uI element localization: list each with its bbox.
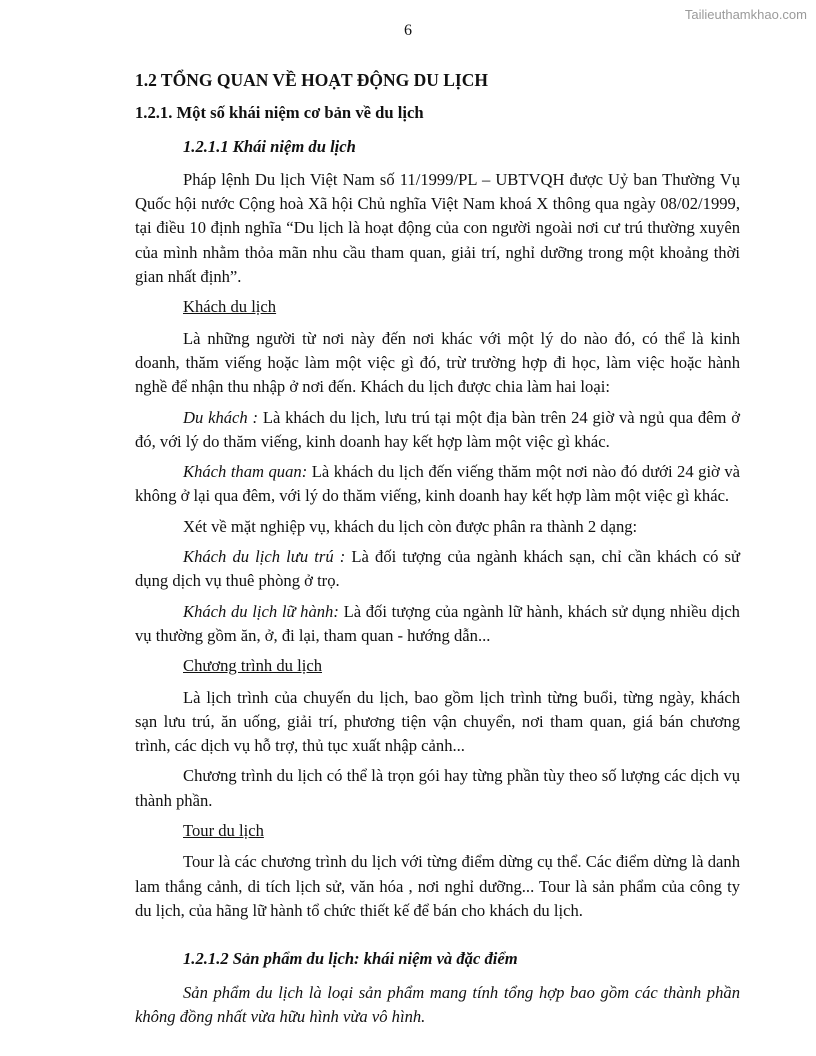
section-heading-1-2-1: 1.2.1. Một số khái niệm cơ bản về du lịch [135, 103, 424, 123]
paragraph-chuong-trinh-2: Chương trình du lịch có thể là trọn gói hay từng phần tùy theo số lượng các dịch vụ thành phần. [135, 766, 740, 810]
document-body [135, 68, 740, 1035]
section-heading-1-2: 1.2 TỔNG QUAN VỀ HOẠT ĐỘNG DU LỊCH [135, 70, 488, 90]
paragraph-chuong-trinh-1: Là lịch trình của chuyến du lịch, bao gồm lịch trình từng buổi, từng ngày, khách sạn lưu trú, ăn uống, giải trí, phương tiện vận chuyển, nơi tham quan, giá bán chương trình, các dịch vụ hỗ trợ, thủ tục xuất nhập cảnh... [135, 687, 740, 756]
paragraph-khach-du-lich: Là những người từ nơi này đến nơi khác với một lý do nào đó, có thể là kinh doanh, thăm viếng hoặc làm một việc gì đó, trừ trường hợp đi học, làm việc hoặc hành nghề để nhận thu nhập ở nơi đến. Khách du lịch được chia làm hai loại: [135, 328, 740, 397]
term-tour-du-lich: Tour du lịch [183, 821, 264, 841]
lead-du-khach: Du khách : [183, 407, 259, 427]
paragraph-nghiep-vu: Xét về mặt nghiệp vụ, khách du lịch còn được phân ra thành 2 dạng: [183, 516, 638, 536]
lead-khach-luu-tru: Khách du lịch lưu trú : [183, 547, 346, 567]
lead-khach-tham-quan: Khách tham quan: [183, 462, 308, 482]
term-khach-du-lich: Khách du lịch [183, 297, 277, 317]
section-heading-1-2-1-1: 1.2.1.1 Khái niệm du lịch [183, 136, 356, 156]
paragraph-khach-lu-hanh [135, 600, 740, 649]
paragraph-khach-luu-tru [135, 545, 740, 594]
paragraph-san-pham: Sản phẩm du lịch là loại sản phẩm mang tính tổng hợp bao gồm các thành phần không đồng nhất vừa hữu hình vừa vô hình. [135, 982, 740, 1026]
watermark: Tailieuthamkhao.com [684, 7, 807, 22]
term-chuong-trinh-du-lich: Chương trình du lịch [183, 656, 322, 676]
text-khach-tham-quan: Là khách du lịch đến viếng thăm một nơi nào đó dưới 24 giờ và không ở lại qua đêm, với lý do thăm viếng, kinh doanh hay kết hợp làm một việc gì khác. [135, 462, 740, 506]
paragraph-khach-tham-quan [135, 460, 740, 509]
page-number: 6 [404, 22, 412, 39]
section-heading-1-2-1-2: 1.2.1.2 Sản phẩm du lịch: khái niệm và đặc điểm [183, 949, 518, 969]
lead-khach-lu-hanh: Khách du lịch lữ hành: [183, 601, 339, 621]
text-du-khach: Là khách du lịch, lưu trú tại một địa bàn trên 24 giờ và ngủ qua đêm ở đó, với lý do thăm viếng, kinh doanh hay kết hợp làm một việc gì khác. [135, 407, 740, 451]
text-khach-luu-tru: Là đối tượng của ngành khách sạn, chỉ cần khách có sử dụng dịch vụ thuê phòng ở trọ. [135, 547, 741, 591]
paragraph-du-khach [135, 406, 740, 455]
paragraph-tour: Tour là các chương trình du lịch với từng điểm dừng cụ thể. Các điểm dừng là danh lam thắng cảnh, di tích lịch sử, văn hóa , nơi nghỉ dưỡng... Tour là sản phẩm của công ty du lịch, của hãng lữ hành tổ chức thiết kế để bán cho khách du lịch. [135, 852, 740, 920]
spacer [135, 929, 740, 947]
text-khach-lu-hanh: Là đối tượng của ngành lữ hành, khách sử dụng nhiều dịch vụ thường gồm ăn, ở, đi lại, tham quan - hướng dẫn... [135, 601, 740, 645]
paragraph-definition: Pháp lệnh Du lịch Việt Nam số 11/1999/PL – UBTVQH được Uỷ ban Thường Vụ Quốc hội nước Cộng hoà Xã hội Chủ nghĩa Việt Nam khoá X thông qua ngày 08/02/1999, tại điều 10 định nghĩa “Du lịch là hoạt động của con người ngoài nơi cư trú thường xuyên của mình nhằm thỏa mãn nhu cầu tham quan, giải trí, nghỉ dưỡng trong một khoảng thời gian nhất định”. [135, 169, 740, 287]
